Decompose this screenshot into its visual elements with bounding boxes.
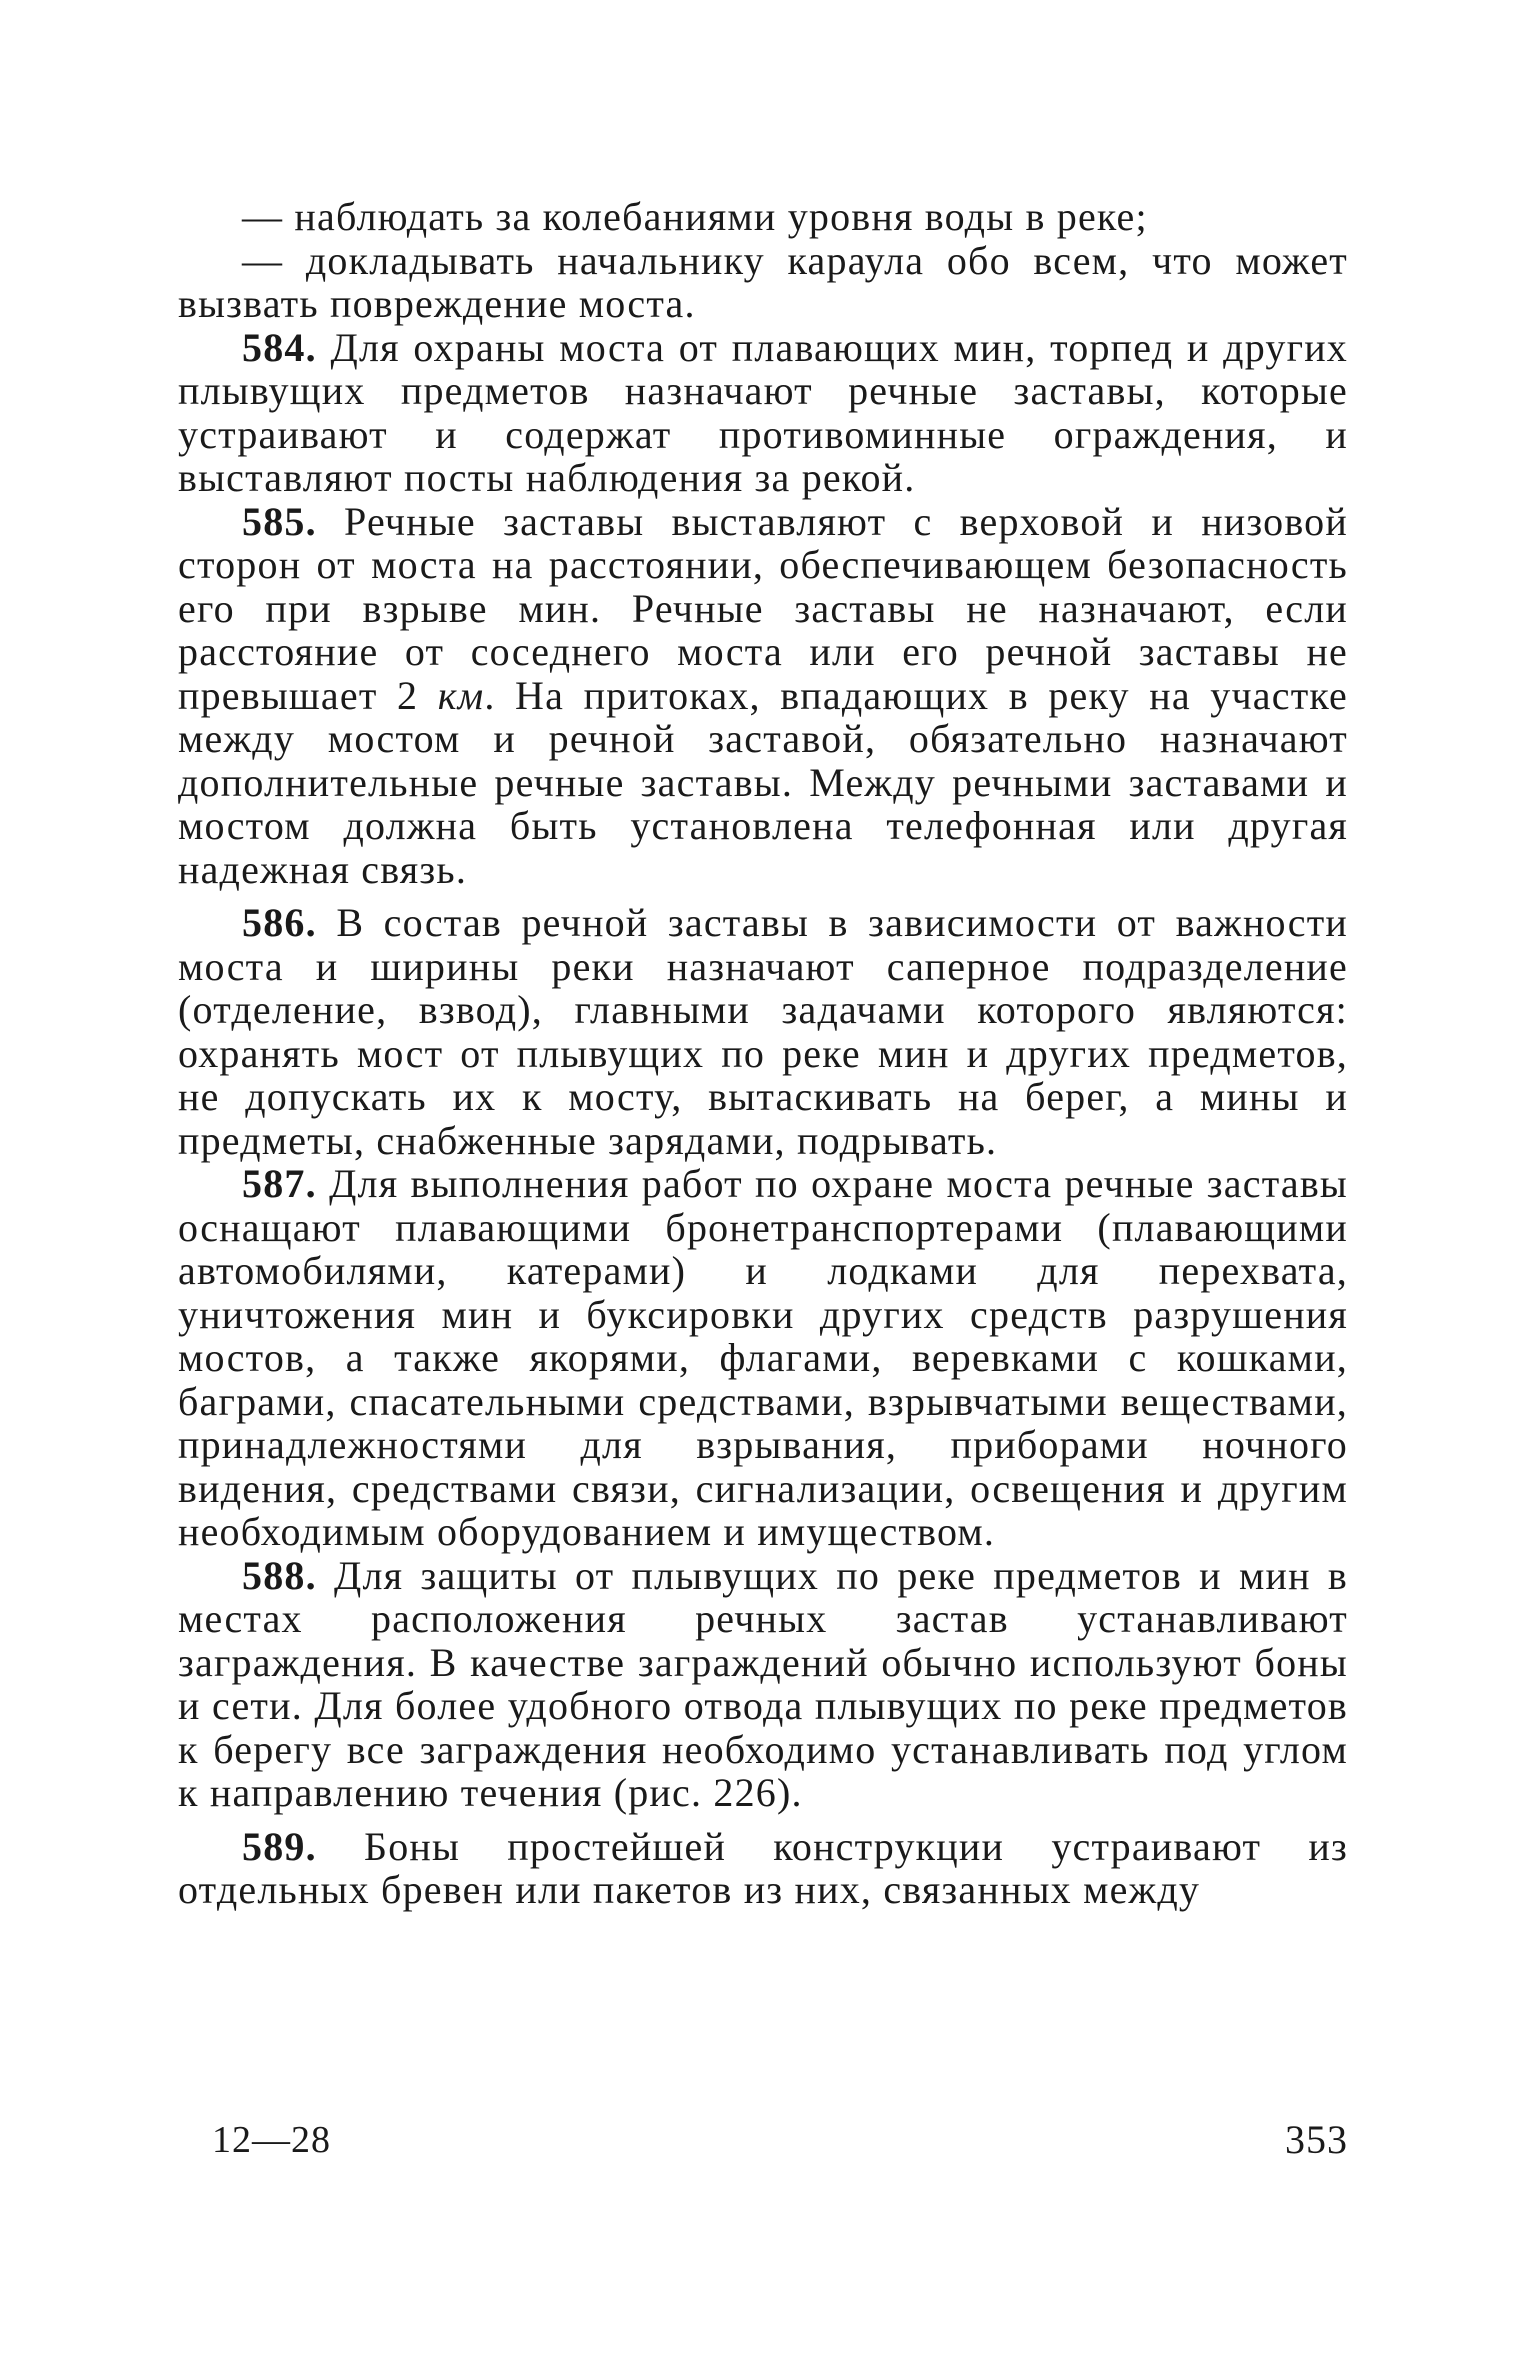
paragraph-text-part-1: Речные заставы выставляют с верховой и низовой сторон от моста на расстоянии, обеспечивающем безопасность его при взрыве мин. Речные заставы не назначают, если расстояние от соседнего моста или его речной заставы не превышает 2 [178, 498, 1348, 718]
paragraph-588 [178, 1554, 1348, 1815]
body-text [178, 195, 1348, 1912]
intro-line-2: — докладывать начальнику караула обо всем, что может вызвать повреждение моста. [178, 237, 1348, 326]
paragraph-587 [178, 1162, 1348, 1554]
paragraph-number: 586. [242, 900, 317, 945]
paragraph-text: Для защиты от плывущих по реке предметов и мин в местах расположения речных застав устанавливают заграждения. В качестве заграждений обычно используют боны и сети. Для более удобного отвода плывущих по реке предметов к берегу все заграждения необходимо устанавливать под углом к направлению течения (рис. 226). [178, 1552, 1348, 1815]
paragraph-584 [178, 326, 1348, 500]
paragraph-number: 587. [242, 1161, 317, 1206]
paragraph-number: 589. [242, 1823, 317, 1869]
paragraph-text-part-2: . На притоках, впадающих в реку на участке между мостом и речной заставой, обязательно назначают дополнительные речные заставы. Между речными заставами и мостом должна быть установлена телефонная или другая надежная связь. [178, 672, 1348, 892]
intro-line-1: — наблюдать за колебаниями уровня воды в реке; [242, 194, 1148, 239]
page-number: 353 [1285, 2117, 1348, 2162]
paragraph-number: 584. [242, 324, 317, 370]
unit-km: км [437, 672, 485, 718]
paragraph-589 [178, 1825, 1348, 1912]
paragraph-text: Для выполнения работ по охране моста речные заставы оснащают плавающими бронетранспортерами (плавающими автомобилями, катерами) и лодками для перехвата, уничтожения мин и буксировки других средств разрушения мостов, а также якорями, флагами, веревками с кошками, баграми, спасательными средствами, взрывчатыми веществами, принадлежностями для взрывания, приборами ночного видения, средствами связи, сигнализации, освещения и другим необходимым оборудованием и имуществом. [178, 1161, 1348, 1554]
paragraph-text: Для охраны моста от плавающих мин, торпед и других плывущих предметов назначают речные заставы, которые устраивают и содержат противоминные ограждения, и выставляют посты наблюдения за рекой. [178, 324, 1349, 500]
paragraph-585 [178, 500, 1348, 892]
paragraph-text: Боны простейшей конструкции устраивают из отдельных бревен или пакетов из них, связанных между [178, 1823, 1348, 1912]
paragraph-number: 585. [242, 498, 317, 544]
paragraph-586 [178, 901, 1348, 1162]
paragraph-text: В состав речной заставы в зависимости от важности моста и ширины реки назначают саперное подразделение (отделение, взвод), главными задачами которого являются: охранять мост от плывущих по реке мин и других предметов, не допускать их к мосту, вытаскивать на берег, а мины и предметы, снабженные зарядами, подрывать. [178, 900, 1348, 1163]
paragraph-number: 588. [242, 1552, 317, 1598]
printer-signature: 12—28 [212, 2119, 331, 2161]
